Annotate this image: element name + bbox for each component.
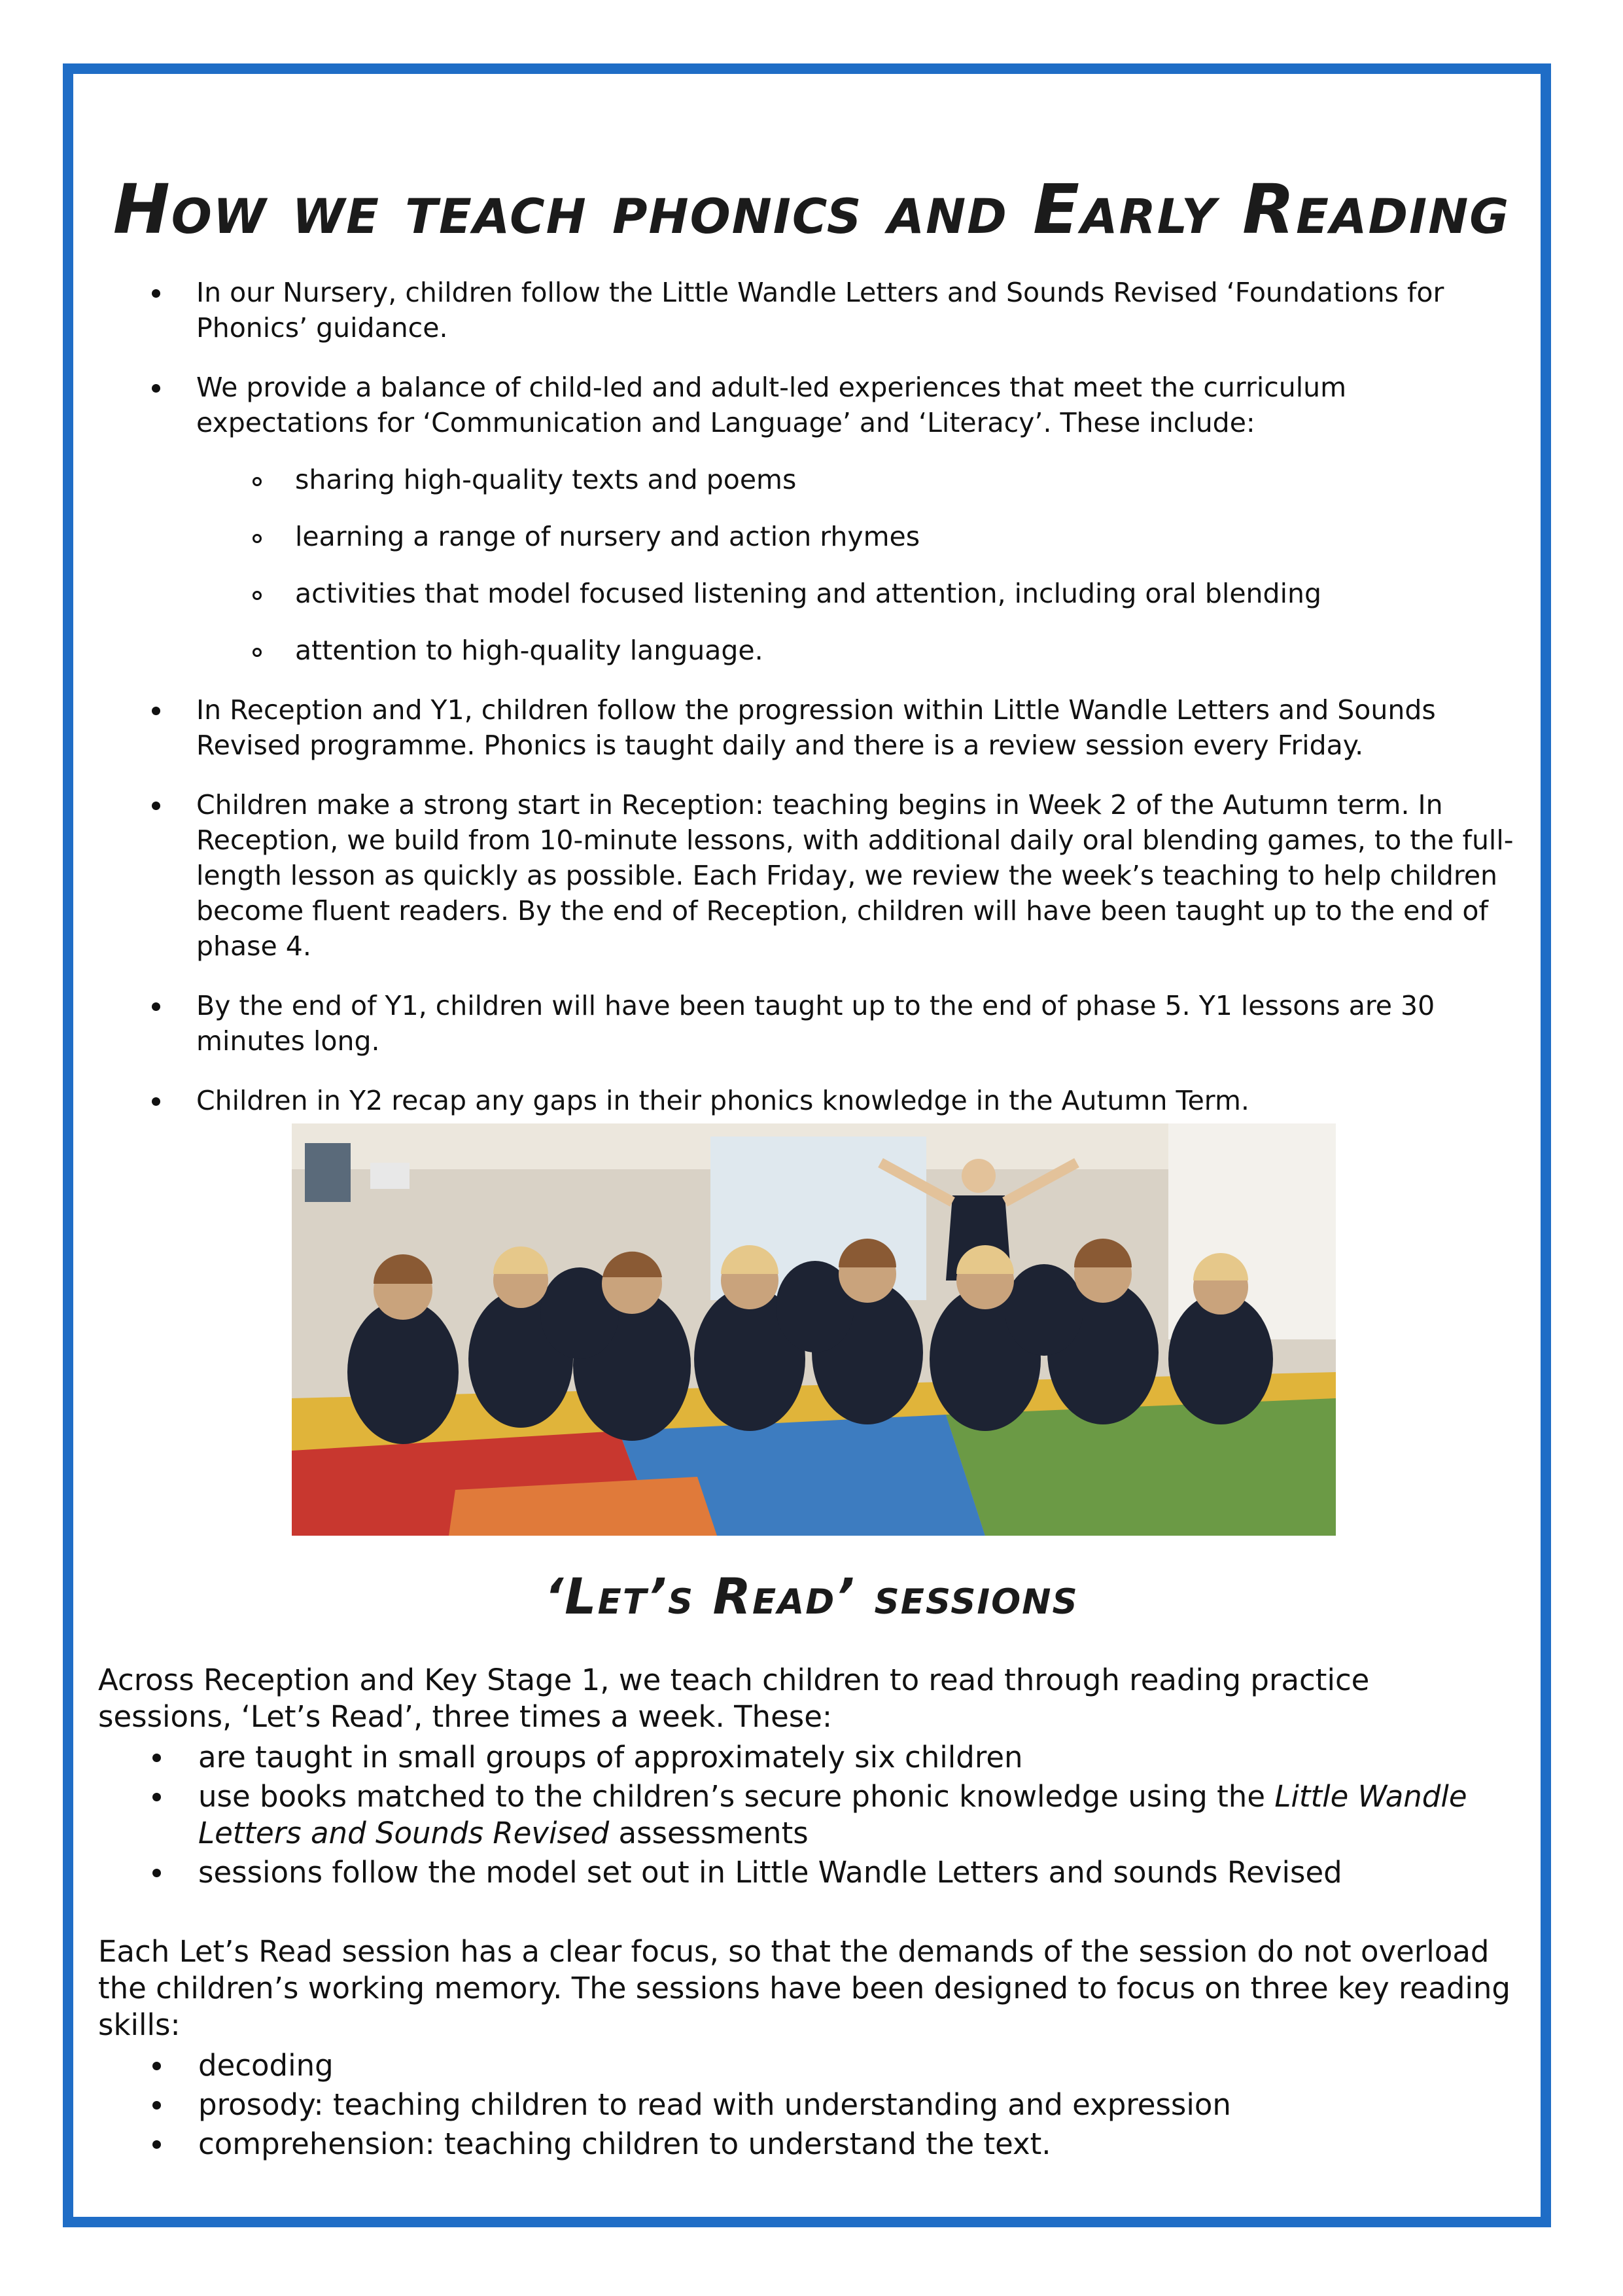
list-item (131, 692, 1524, 763)
sub-bullet-list (196, 462, 1524, 668)
bullet-text: In Reception and Y1, children follow the progression within Little Wandle Letters and Sounds Revised programme. Phonics is taught daily and there is a review session every Friday. (196, 694, 1436, 761)
matched-books-text: use books matched to the children’s secure phonic knowledge using the (198, 1779, 1275, 1814)
list-item: decoding (98, 2047, 1511, 2084)
lets-read-list (98, 1739, 1511, 1891)
list-item (131, 988, 1524, 1059)
lets-read-intro: Across Reception and Key Stage 1, we teach children to read through reading practice sessions, ‘Let’s Read’, three times a week. These: (98, 1663, 1370, 1734)
list-item (131, 1083, 1524, 1118)
bullet-text: We provide a balance of child-led and adult-led experiences that meet the curriculum expectations for ‘Communication and Language’ and ‘Literacy’. These include: (196, 372, 1347, 438)
classroom-photo (292, 1123, 1336, 1536)
list-item (131, 275, 1524, 345)
focus-intro: Each Let’s Read session has a clear focus, so that the demands of the session do not overload the children’s working memory. The sessions have been designed to focus on three key reading skills: (98, 1934, 1510, 2042)
sub-list-item: learning a range of nursery and action rhymes (196, 519, 1524, 554)
skills-list (98, 2047, 1511, 2163)
bullet-text: In our Nursery, children follow the Little Wandle Letters and Sounds Revised ‘Foundations for Phonics’ guidance. (196, 277, 1444, 344)
list-item (131, 787, 1524, 964)
page-title: How we teach phonics and Early Reading (113, 169, 1510, 249)
list-item: prosody: teaching children to read with understanding and expression (98, 2087, 1511, 2123)
phonics-bullet-list (131, 275, 1524, 1142)
bullet-text: By the end of Y1, children will have been taught up to the end of phase 5. Y1 lessons are 30 minutes long. (196, 990, 1435, 1057)
list-item (131, 370, 1524, 668)
bullet-text: Children in Y2 recap any gaps in their phonics knowledge in the Autumn Term. (196, 1085, 1249, 1116)
classroom-photo-icon (292, 1123, 1336, 1536)
focus-section (98, 1934, 1511, 2165)
sub-list-item: sharing high-quality texts and poems (196, 462, 1524, 497)
bullet-text: Children make a strong start in Reception: teaching begins in Week 2 of the Autumn term. In Reception, we build from 10-minute lessons, with additional daily oral blending games, to the full-length lesson as quickly as possible. Each Friday, we review the week’s teaching to help children become fluent readers. By the end of Reception, children will have been taught up to the end of phase 4. (196, 789, 1514, 962)
sub-list-item: attention to high-quality language. (196, 633, 1524, 668)
lets-read-section (98, 1662, 1511, 1894)
list-item: comprehension: teaching children to understand the text. (98, 2126, 1511, 2163)
sub-list-item: activities that model focused listening and attention, including oral blending (196, 576, 1524, 611)
matched-books-italic: Little Wandle Letters and Sounds Revised (198, 1779, 1467, 1850)
list-item (98, 1778, 1511, 1852)
list-item: are taught in small groups of approximately six children (98, 1739, 1511, 1776)
matched-books-after: assessments (609, 1816, 809, 1850)
list-item: sessions follow the model set out in Little Wandle Letters and sounds Revised (98, 1854, 1511, 1891)
lets-read-heading: ‘Let’s Read’ sessions (544, 1567, 1079, 1625)
